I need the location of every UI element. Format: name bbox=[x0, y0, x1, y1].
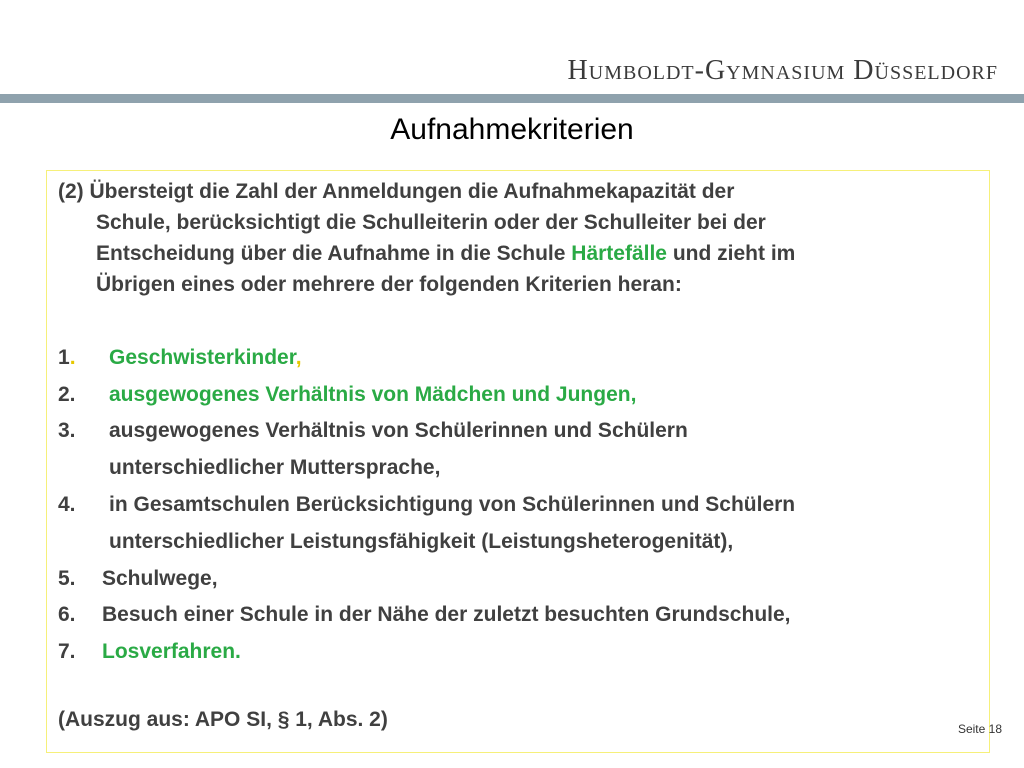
paragraph-line-1: (2) Übersteigt die Zahl der Anmeldungen die Aufnahmekapazität der bbox=[58, 180, 735, 203]
paragraph-line-4: Übrigen eines oder mehrere der folgenden Kriterien heran: bbox=[96, 273, 682, 296]
criterion-4-text-line-2: unterschiedlicher Leistungsfähigkeit (Leistungsheterogenität), bbox=[109, 530, 734, 553]
paragraph-line-3-end: und zieht im bbox=[667, 242, 796, 265]
haertefaelle-highlight: Härtefälle bbox=[571, 242, 667, 265]
criterion-1-number bbox=[58, 340, 76, 376]
criterion-1-label: Geschwisterkinder bbox=[109, 346, 296, 369]
criterion-5-text: Schulwege, bbox=[102, 567, 218, 590]
criterion-1-comma: , bbox=[295, 346, 302, 369]
criterion-2-text: ausgewogenes Verhältnis von Mädchen und Jungen, bbox=[109, 383, 637, 406]
criterion-3-text-line-2: unterschiedlicher Muttersprache, bbox=[109, 456, 441, 479]
criterion-6-text: Besuch einer Schule in der Nähe der zuletzt besuchten Grundschule, bbox=[102, 603, 791, 626]
paragraph-line-3 bbox=[58, 238, 978, 269]
school-name: Humboldt-Gymnasium Düsseldorf bbox=[567, 55, 998, 86]
criterion-3-number: 3. bbox=[58, 419, 76, 442]
criterion-1-dot: . bbox=[69, 346, 76, 369]
criterion-7-number: 7. bbox=[58, 640, 76, 663]
page-number: Seite 18 bbox=[957, 722, 1002, 736]
criterion-5-number: 5. bbox=[58, 567, 76, 590]
intro-paragraph bbox=[58, 176, 978, 300]
criterion-1-text bbox=[109, 340, 302, 376]
criterion-4-number: 4. bbox=[58, 493, 76, 516]
criterion-1-digit: 1 bbox=[58, 346, 70, 369]
criterion-3-text-line-1: ausgewogenes Verhältnis von Schülerinnen und Schülern bbox=[109, 419, 688, 442]
paragraph-line-2: Schule, berücksichtigt die Schulleiterin oder der Schulleiter bei der bbox=[96, 211, 766, 234]
paragraph-line-3-start: Entscheidung über die Aufnahme in die Schule bbox=[96, 242, 572, 265]
criterion-2-number: 2. bbox=[58, 383, 76, 406]
header-bar bbox=[0, 94, 1024, 103]
criterion-4-text-line-1: in Gesamtschulen Berücksichtigung von Schülerinnen und Schülern bbox=[109, 493, 796, 516]
criterion-6-number: 6. bbox=[58, 603, 76, 626]
source-citation: (Auszug aus: APO SI, § 1, Abs. 2) bbox=[58, 708, 388, 731]
criterion-7-text: Losverfahren. bbox=[102, 640, 241, 663]
slide-title: Aufnahmekriterien bbox=[390, 113, 634, 146]
